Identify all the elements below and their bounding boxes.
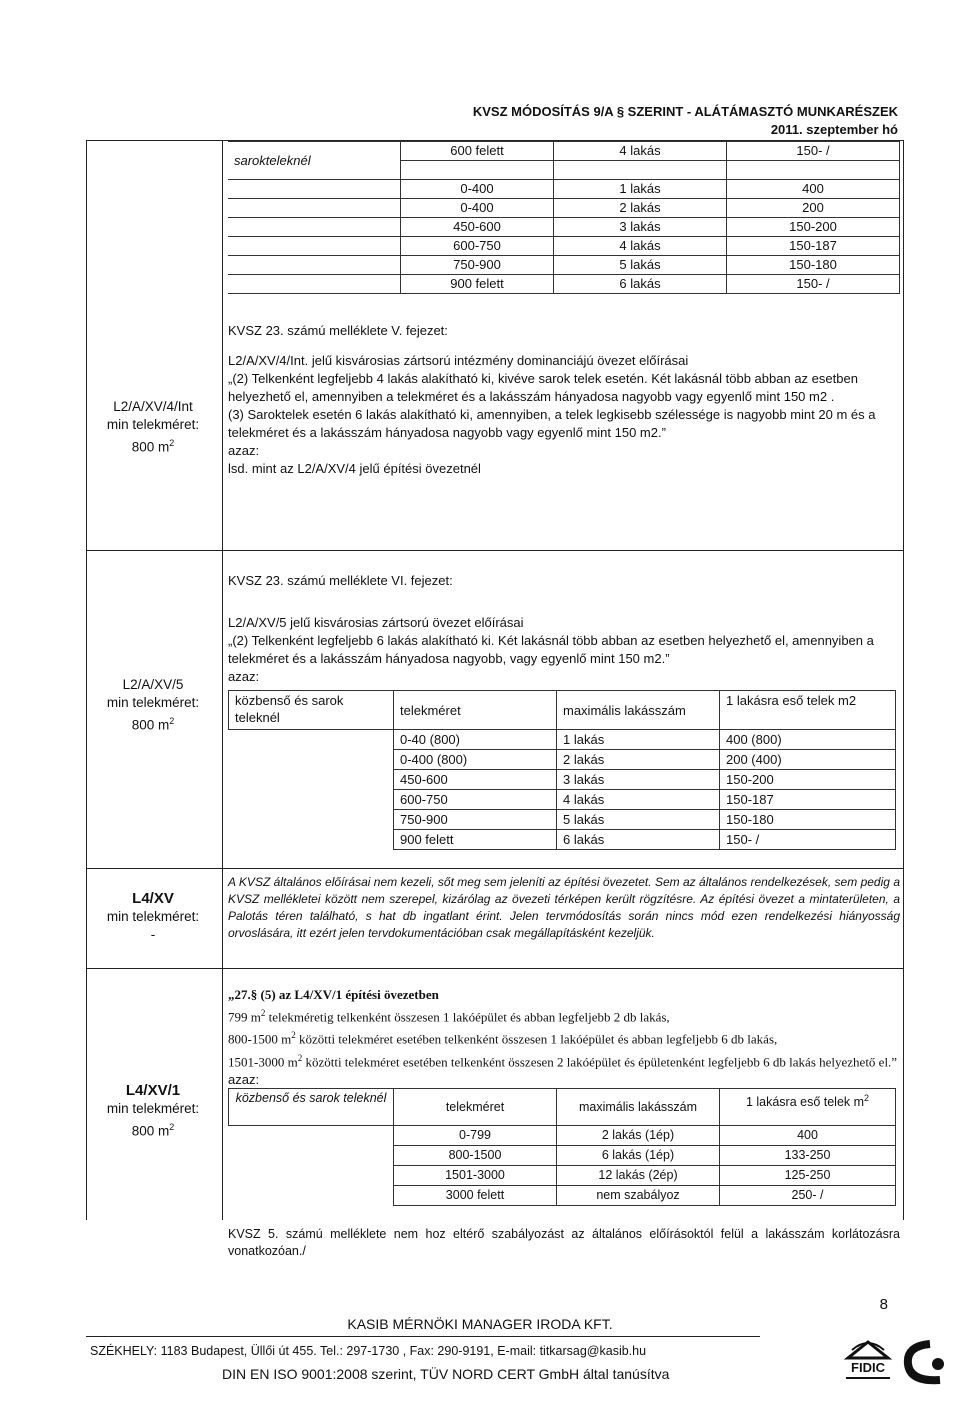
sec1-lsd: lsd. mint az L2/A/XV/4 jelű építési övezetnél [228,461,481,476]
sec2-para-2: „(2) Telkenként legfeljebb 6 lakás alakítható ki. Két lakásnál több abban az esetben helyezhető el, amennyiben a telekméret és a lakásszám hányadosa nagyobb, vagy egyenlő mint 150 m2.” [228,633,874,666]
table-cell: 0-400 [401,180,554,199]
table-cell: 4 lakás [554,237,727,256]
table-header: közbenső és sarok teleknél [229,1089,394,1126]
text: 800-1500 m [228,1031,292,1047]
sec4-line-3 [228,1049,900,1071]
table-cell: 2 lakás [554,199,727,218]
table-row [229,770,896,790]
cert-swoosh-icon [900,1340,950,1386]
sec2-azaz: azaz: [228,669,260,684]
sec1-para-3: (3) Saroktelek esetén 6 lakás alakítható ki, amennyiben, a telek legkisebb szélessége is nagyobb mint 20 m és a telekméret és a lakásszám hányadosa nagyobb vagy egyenlő mint 150 m2.” [228,407,876,440]
doc-header-date: 2011. szeptember hó [770,122,898,137]
sec2-min-label: min telekméret: [106,695,200,710]
table-cell: 1501-3000 [394,1166,557,1186]
table-row [228,142,900,161]
table-header: maximális lakásszám [557,691,720,730]
table-cell: 400 [720,1126,896,1146]
doc-header-title: KVSZ MÓDOSÍTÁS 9/A § SZERINT - ALÁTÁMASZTÓ MUNKARÉSZEK [472,104,898,119]
superscript: 2 [169,1122,175,1132]
table-cell: 125-250 [720,1166,896,1186]
sec1-min-label: min telekméret: [106,417,200,432]
table-row [229,830,896,850]
table-cell: 3000 felett [394,1186,557,1206]
superscript: 2 [169,716,175,726]
table-cell [229,1186,394,1206]
table-header-row [229,691,896,730]
table-cell: 400 (800) [720,730,896,750]
table-cell [228,237,401,256]
table-cell: 5 lakás [557,810,720,830]
table-cell: 150-180 [720,810,896,830]
sec1-zone-code: L2/A/XV/4/Int [113,399,193,414]
table-cell: 6 lakás [557,830,720,850]
value-text: 800 m [131,717,170,733]
table-cell: nem szabályoz [557,1186,720,1206]
table-cell [229,1126,394,1146]
table-cell: 0-40 (800) [394,730,557,750]
table-cell [401,161,554,180]
table-row [229,1146,896,1166]
table-header: 1 lakásra eső telek m2 [720,691,896,730]
table-cell: 150-187 [720,790,896,810]
sec1-zone-info [86,398,220,457]
sec2-zone-code: L2/A/XV/5 [122,677,184,692]
table-cell: 5 lakás [554,256,727,275]
table-cell: 800-1500 [394,1146,557,1166]
table-cell: 900 felett [401,275,554,294]
table-cell: 2 lakás [557,750,720,770]
sec1-heading: KVSZ 23. számú melléklete V. fejezet: [228,323,448,338]
fidic-logo-icon [838,1338,898,1384]
table-cell: 1 lakás [554,180,727,199]
table-cell: 600-750 [394,790,557,810]
table-cell: 150-200 [720,770,896,790]
value-text: 800 m [131,439,170,455]
table-cell [554,161,727,180]
table-cell: 750-900 [401,256,554,275]
table-cell: 1 lakás [557,730,720,750]
table-cell: 133-250 [720,1146,896,1166]
table-header: telekméret [394,691,557,730]
footer-company: KASIB MÉRNÖKI MANAGER IRODA KFT. [347,1316,613,1332]
table-cell: 450-600 [394,770,557,790]
superscript: 2 [169,438,175,448]
table-row [229,790,896,810]
table-cell: 3 lakás [554,218,727,237]
sec1-body [228,352,900,478]
table-row [229,1126,896,1146]
table-cell [228,199,401,218]
table-header: telekméret [394,1089,557,1126]
continuation-table [228,141,900,294]
table-cell [229,770,394,790]
sec1-para-2: „(2) Telkenként legfeljebb 4 lakás alakítható ki, kivéve sarok telek esetén. Két lakásnál több abban az esetben helyezhető el, amennyiben a telekméret és a lakásszám hányadosa nagyobb vagy egyenlő mint 150 m2 . [228,371,858,404]
table-cell: 600 felett [401,142,554,161]
table-cell: 4 lakás [557,790,720,810]
table-row [228,256,900,275]
table-cell [727,161,900,180]
sec4-body [228,986,900,1089]
table-header: maximális lakásszám [557,1089,720,1126]
table-row [229,730,896,750]
sec1-azaz: azaz: [228,443,260,458]
table-cell: 150-200 [727,218,900,237]
table-cell: 400 [727,180,900,199]
table-cell: 200 [727,199,900,218]
sec3-divider [86,968,904,969]
sec3-text: A KVSZ általános előírásai nem kezeli, sőt meg sem jeleníti az építési övezetet. Sem az általános rendelkezések, sem pedig a KVSZ mellékletei között nem szerepel, kizárólag az övezeti térképen került rögzítésre. Az építési övezet a mintaterületen, a Palotás téren található, s hat db ingatlant érint. Jelen tervmódosítás során nincs mód ezen rendelkezési hiányosság orvoslására, itt ezért jelen tervdokumentációban csak megállapításként kezeljük. [228,875,900,940]
sec2-title: L2/A/XV/5 jelű kisvárosias zártsorú övezet előírásai [228,615,524,630]
cert-logo [900,1340,950,1386]
sec2-divider [86,868,904,869]
sec2-zone-info [86,676,220,735]
page-number: 8 [879,1296,888,1313]
sec1-divider [86,550,904,551]
table-row [228,180,900,199]
table-cell: 450-600 [401,218,554,237]
table-cell: 200 (400) [720,750,896,770]
text: 1501-3000 m [228,1053,298,1069]
table-cell: 150- / [727,275,900,294]
table-cell: 0-400 [401,199,554,218]
table-row [229,1166,896,1186]
table-cell: 6 lakás [554,275,727,294]
table-cell: 6 lakás (1ép) [557,1146,720,1166]
fidic-logo [838,1338,898,1384]
superscript: 2 [864,1093,870,1103]
sec4-head: „27.§ (5) az L4/XV/1 építési övezetben [228,987,439,1002]
table-cell: 900 felett [394,830,557,850]
sec4-zone-code: L4/XV/1 [125,1082,181,1099]
table-header [720,1089,896,1126]
table-header: közbenső és sarok teleknél [229,691,394,730]
footer-rule [86,1336,760,1337]
sec3-min-label: min telekméret: [106,909,200,924]
sec3-zone-code: L4/XV [132,890,174,907]
table-cell: 12 lakás (2ép) [557,1166,720,1186]
table-cell [228,180,401,199]
logo-text: FIDIC [851,1360,885,1375]
sec1-title: L2/A/XV/4/Int. jelű kisvárosias zártsorú intézmény dominanciájú övezet előírásai [228,353,689,368]
value-text: 800 m [131,1123,170,1139]
superscript: 2 [260,1008,266,1018]
superscript: 2 [297,1052,303,1063]
sec4-note: KVSZ 5. számú melléklete nem hoz eltérő szabályozást az általános előírásoktól felül a lakásszám korlátozásra vonatkozóan./ [228,1227,900,1258]
table-row [228,199,900,218]
table-cell: 0-799 [394,1126,557,1146]
text: közötti telekméret esetében telkenként összesen 2 lakóépület és épületenként legfeljebb 6 db lakás helyezhető el.” [302,1053,898,1069]
sec4-azaz: azaz: [228,1071,260,1087]
table-cell: 750-900 [394,810,557,830]
table-row [228,237,900,256]
sec2-body [228,614,900,686]
superscript: 2 [291,1030,296,1041]
table-cell: 3 lakás [557,770,720,790]
table-row [228,218,900,237]
text: telekméretig telkenként összesen 1 lakóépület és abban legfeljebb 2 db lakás, [265,1009,670,1025]
table-cell [228,218,401,237]
sec4-line-1 [228,1004,900,1026]
table-cell [229,790,394,810]
table-cell: 4 lakás [554,142,727,161]
table-cell: 150-187 [727,237,900,256]
table-cell [229,730,394,750]
sec3-zone-info [86,890,220,944]
table-row [229,810,896,830]
table-cell [229,830,394,850]
table-row [229,750,896,770]
sec4-table [228,1088,896,1206]
table-cell: 150- / [720,830,896,850]
column-divider [222,140,223,1220]
footer-address: SZÉKHELY: 1183 Budapest, Üllői út 455. Tel.: 297-1730 , Fax: 290-9191, E-mail: titkarsag@kasib.hu [90,1344,647,1358]
table-cell: 2 lakás (1ép) [557,1126,720,1146]
sec4-min-label: min telekméret: [106,1101,200,1116]
table-cell [229,750,394,770]
table-cell: 250- / [720,1186,896,1206]
table-cell [229,1146,394,1166]
sec2-table [228,690,896,850]
table-row [229,1186,896,1206]
sec4-zone-info [86,1082,220,1141]
table-row [228,275,900,294]
table-cell [228,256,401,275]
text: 799 m [228,1009,261,1025]
sec4-min-value [86,1118,220,1141]
sec2-min-value [86,712,220,735]
table-cell: 150- / [727,142,900,161]
table-cell [229,1166,394,1186]
table-cell: 0-400 (800) [394,750,557,770]
corner-lot-label: sarokteleknél [228,142,401,180]
text: közötti telekméret esetében telkenként összesen 1 lakóépület és abban legfeljebb 6 db lakás, [295,1031,778,1047]
table-cell: 150-180 [727,256,900,275]
sec4-line-2 [228,1026,900,1048]
table-cell [228,275,401,294]
sec3-min-value: - [150,927,156,942]
sec2-heading: KVSZ 23. számú melléklete VI. fejezet: [228,573,453,588]
sec1-min-value [86,434,220,457]
table-cell: 600-750 [401,237,554,256]
text: 1 lakásra eső telek m [745,1095,865,1110]
table-header-row [229,1089,896,1126]
footer-cert: DIN EN ISO 9001:2008 szerint, TÜV NORD CERT GmbH által tanúsítva [222,1366,670,1382]
table-cell [229,810,394,830]
